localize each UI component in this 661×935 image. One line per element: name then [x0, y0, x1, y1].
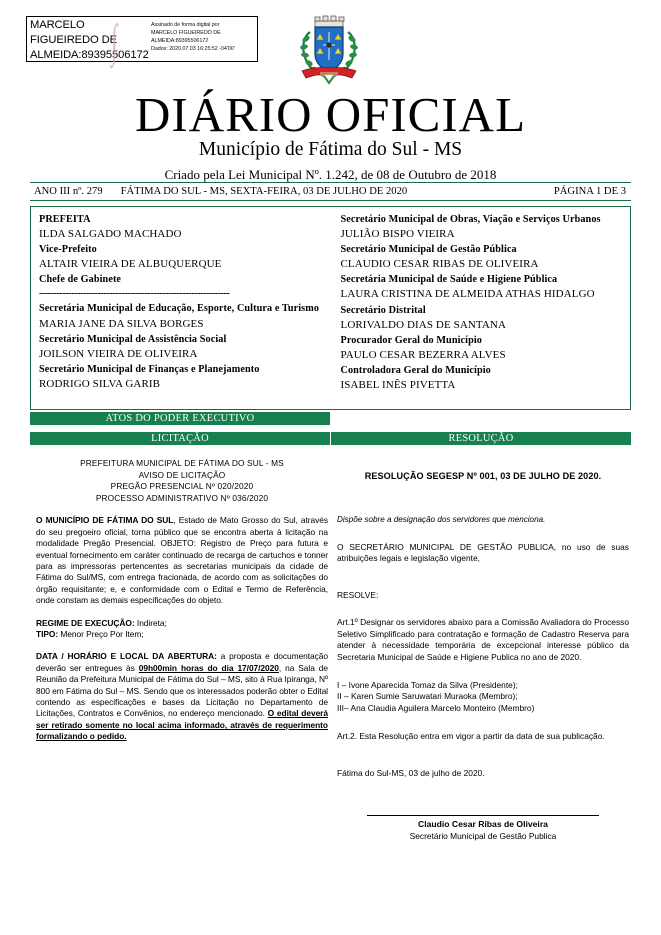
regime-label: REGIME DE EXECUÇÃO:	[36, 617, 135, 628]
page-title: DIÁRIO OFICIAL	[135, 87, 526, 142]
edition-page-number: PÁGINA 1 DE 3	[553, 186, 626, 197]
official-person: LORIVALDO DIAS DE SANTANA	[340, 318, 506, 331]
list-item: III– Ana Claudia Aguilera Marcelo Monteiro (Membro)	[337, 703, 535, 714]
official-person: JULIÃO BISPO VIEIRA	[340, 228, 455, 241]
official-role: PREFEITA	[39, 214, 91, 225]
section-banner-resolucao: RESOLUÇÃO	[331, 432, 631, 445]
official-role: Secretário Municipal de Finanças e Planejamento	[39, 363, 260, 375]
officials-column-left	[31, 207, 331, 409]
licitacao-object-text: , Estado de Mato Grosso do Sul, através do seu pregoeiro oficial, torna público que se encontra aberta à licitação na modalidade Pregão Presencial. OBJETO: Registro de Preço para futura e eventual fornecimento em caráter continuado de recarga de cartuchos e tonner para as impressoras pertencentes as secretarias municipais da cidade de Fátima do Sul/MS, com entrega fracionada, de acordo com as solicitações do órgão requisitante; e, e conformidade com o Edital e Termo de Referência, onde constam as demais especificações do objeto.	[36, 515, 328, 606]
official-role: Secretária Municipal de Educação, Esporte, Cultura e Turismo	[39, 303, 320, 315]
edition-bar	[30, 182, 631, 201]
edition-place-date: FÁTIMA DO SUL - MS, SEXTA-FEIRA, 03 DE JULHO DE 2020	[120, 186, 408, 197]
signature-metadata	[149, 17, 257, 61]
official-role: Vice-Prefeito	[39, 244, 97, 256]
official-person: ALTAIR VIEIRA DE ALBUQUERQUE	[39, 258, 222, 271]
abertura-text-2: , na Sala de Reunião da Prefeitura Municipal de Fátima do Sul – MS, sito á Rua Ipiranga, Nº 800 em Fátima do Sul – MS. Sendo que os interessados poderão obter o Edital contendo as especificações e bases da Licitação no Departamento de Licitações, Contratos e Convênios, no endereço mencionado.	[36, 662, 329, 719]
masthead-law-line: Criado pela Lei Municipal Nº. 1.242, de 08 de Outubro de 2018	[164, 167, 497, 182]
tipo-label: TIPO:	[36, 629, 59, 640]
section-banner-licitacao: LICITAÇÃO	[30, 432, 330, 445]
abertura-label: DATA / HORÁRIO E LOCAL DA ABERTURA:	[36, 651, 217, 662]
officials-divider: -----------------------------------------------------------------	[39, 288, 230, 300]
digital-signature-stamp	[26, 16, 258, 62]
official-person: CLAUDIO CESAR RIBAS DE OLIVEIRA	[340, 258, 539, 271]
resolucao-article-2: Art.2. Esta Resolução entra em vigor a partir da data de sua publicação.	[337, 731, 605, 742]
licitacao-head-line-1: PREFEITURA MUNICIPAL DE FÁTIMA DO SUL - MS	[80, 458, 284, 468]
signature-meta-line-3: ALMEIDA:89395506172	[151, 38, 209, 45]
licitacao-municipio-label: O MUNICÍPIO DE FÁTIMA DO SUL	[36, 515, 174, 526]
official-person: PAULO CESAR BEZERRA ALVES	[340, 348, 506, 361]
official-role: Controladora Geral do Município	[340, 364, 491, 376]
official-person: MARIA JANE DA SILVA BORGES	[39, 317, 204, 330]
abertura-text-1: a proposta e documentação deverão ser entregues às	[36, 651, 328, 673]
section-banner-executive: ATOS DO PODER EXECUTIVO	[30, 412, 330, 425]
resolucao-signature-block	[337, 815, 629, 842]
official-role: Secretária Municipal de Saúde e Higiene Pública	[340, 274, 558, 286]
licitacao-abertura-paragraph	[36, 651, 328, 742]
licitacao-object-paragraph	[36, 515, 328, 606]
list-item: I – Ivone Aparecida Tomaz da Silva (Presidente);	[337, 679, 518, 690]
signature-meta-line-1: Assinado de forma digital por	[151, 22, 220, 28]
official-role: Secretário Distrital	[340, 304, 426, 316]
licitacao-heading	[36, 458, 328, 504]
official-person: LAURA CRISTINA DE ALMEIDA ATHAS HIDALGO	[340, 288, 595, 301]
resolucao-members-list	[337, 680, 629, 715]
signature-holder-name: MARCELO FIGUEIREDO DE ALMEIDA:89395506172	[30, 19, 149, 61]
list-item: II – Karen Sumie Saruwatari Muraoka (Membro);	[337, 691, 518, 702]
official-person: ILDA SALGADO MACHADO	[39, 228, 182, 241]
licitacao-head-line-3: PREGÃO PRESENCIAL Nº 020/2020	[110, 481, 254, 492]
official-person: ISABEL INÊS PIVETTA	[340, 379, 456, 392]
signer-name: Claudio Cesar Ribas de Oliveira	[418, 819, 548, 830]
official-person: JOILSON VIEIRA DE OLIVEIRA	[39, 347, 198, 360]
signature-rule	[367, 815, 599, 816]
tipo-value: Menor Preço Por Item;	[58, 629, 144, 640]
officials-box	[30, 206, 631, 410]
edition-ano: ANO III nº. 279	[34, 186, 103, 197]
official-person: RODRIGO SILVA GARIB	[39, 377, 161, 390]
resolucao-place-date: Fátima do Sul-MS, 03 de julho de 2020.	[337, 767, 485, 778]
licitacao-head-line-4: PROCESSO ADMINISTRATIVO Nº 036/2020	[95, 492, 269, 503]
coat-of-arms-icon	[296, 14, 362, 88]
abertura-edital-note: O edital deverá ser retirado somente no local acima informado, através de requerimento formalizando o pedido.	[36, 708, 328, 742]
signature-meta-line-4: Dados: 2020.07.03 16:25:52 -04'00'	[151, 46, 235, 53]
signer-role: Secretário Municipal de Gestão Publica	[409, 831, 557, 842]
abertura-datetime: 09h00min horas do dia 17/07/2020	[138, 662, 279, 673]
resolucao-ementa: Dispõe sobre a designação dos servidores que menciona.	[337, 515, 546, 524]
signature-meta-line-2: MARCELO FIGUEIREDO DE	[151, 30, 221, 37]
resolucao-article-1: Art.1º Designar os servidores abaixo para a Comissão Avaliadora do Processo Seletivo Simplificado para contratação e formação de Cadastro Reserva para atender à necessidade temporária de excepcional interesse público da Secretaria Municipal de Saúde e Higiene Publica no ano de 2020.	[337, 617, 629, 663]
officials-column-right	[331, 207, 631, 409]
resolucao-resolve-label: RESOLVE:	[337, 589, 379, 600]
official-role: Secretário Municipal de Gestão Pública	[340, 244, 517, 256]
licitacao-regime-paragraph	[36, 618, 328, 641]
masthead	[0, 88, 661, 185]
official-role: Chefe de Gabinete	[39, 274, 122, 286]
official-role: Secretário Municipal de Obras, Viação e Serviços Urbanos	[340, 214, 601, 225]
official-role: Secretário Municipal de Assistência Social	[39, 333, 227, 345]
licitacao-head-line-2: AVISO DE LICITAÇÃO	[138, 469, 226, 480]
resolucao-title: RESOLUÇÃO SEGESP Nº 001, 03 DE JULHO DE 2020.	[364, 471, 602, 481]
official-role: Procurador Geral do Município	[340, 334, 482, 346]
licitacao-column	[36, 452, 328, 743]
masthead-subtitle: Município de Fátima do Sul - MS	[198, 139, 463, 160]
resolucao-preamble: O SECRETÁRIO MUNICIPAL DE GESTÃO PUBLICA, no uso de suas atribuições legais e legislação vigente,	[337, 541, 629, 564]
signature-flourish-icon: ∫	[111, 15, 118, 66]
regime-value: Indireta;	[134, 617, 167, 628]
resolucao-column	[337, 452, 629, 842]
